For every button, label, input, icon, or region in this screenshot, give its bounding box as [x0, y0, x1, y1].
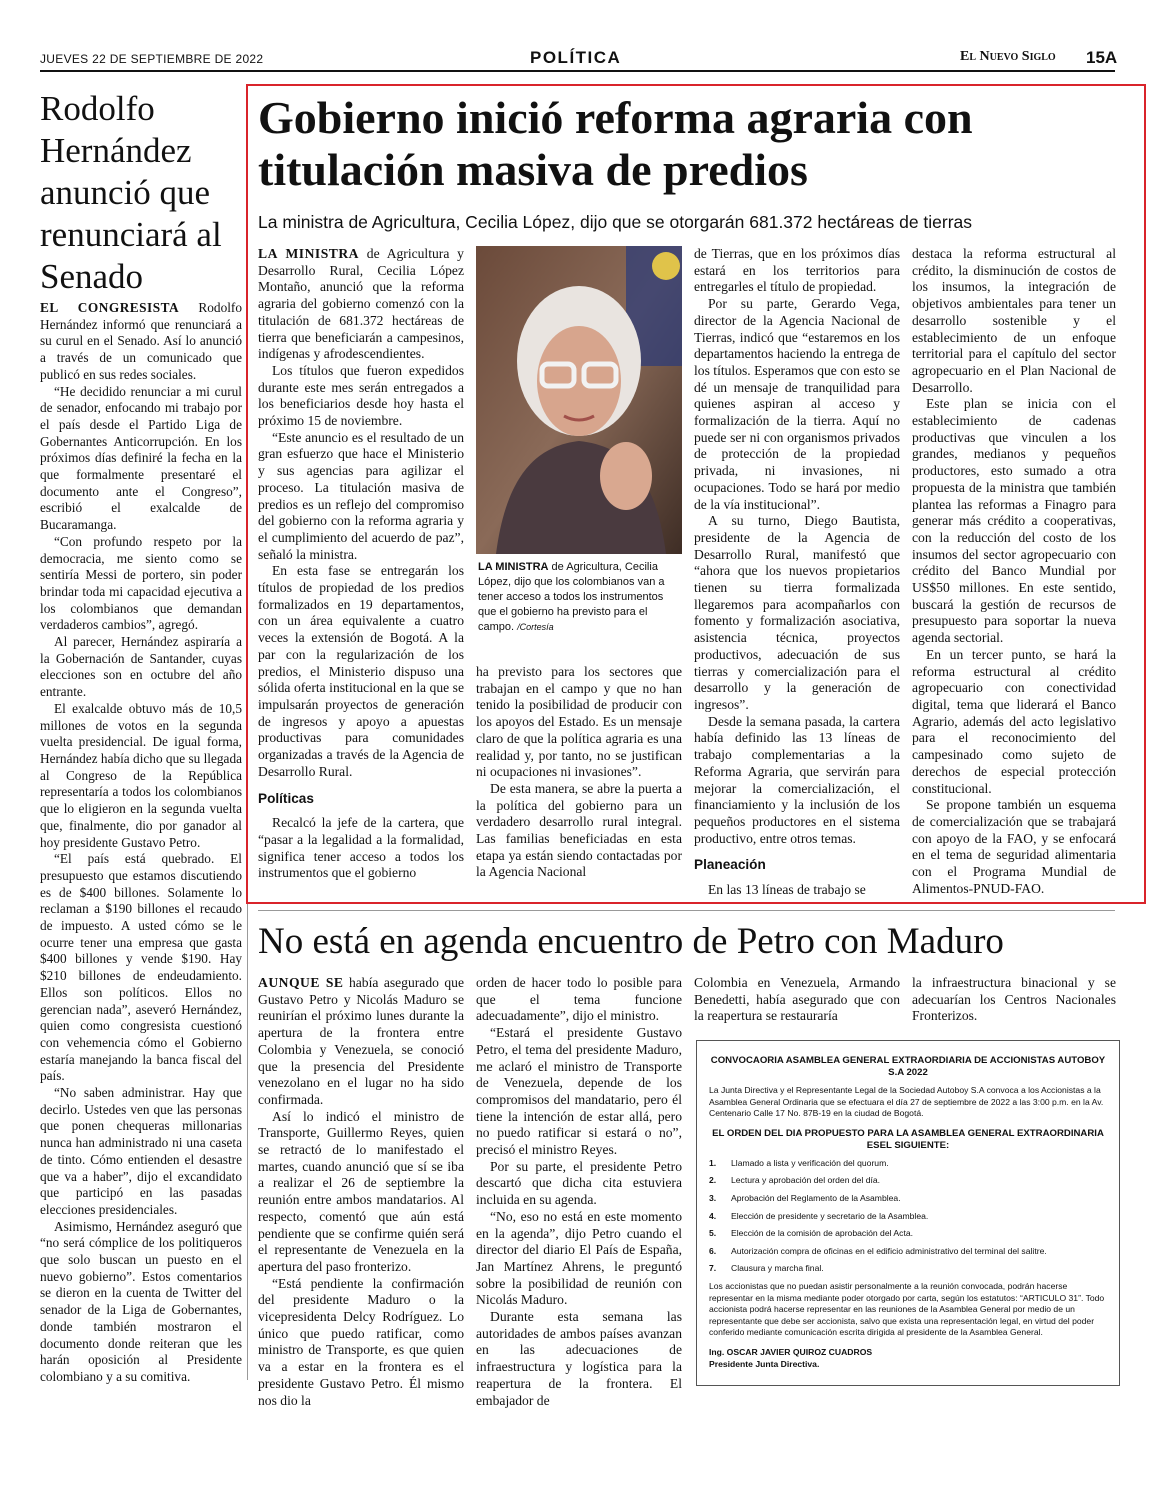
main-subhead-politicas: Políticas [258, 790, 314, 806]
main-col4-p1: destaca la reforma estructural al crédito, la disminución de costos de los insumos, la integración de objetivos ambientales para tener un desarrollo sostenible y el establecimiento de un enfoque territorial para el capítulo del sector agropecuario en el Plan Nacional de Desarrollo. [912, 246, 1116, 395]
photo-caption-kicker: LA MINISTRA [478, 561, 549, 573]
ad-note: Los accionistas que no puedan asistir personalmente a la reunión convocada, podrán hacerse representar en la misma mediante poder otorgado por carta, según los estatutos: “ARTICULO 31”. Todo accionista podrá hacerse representar en las reuniones de la Asamblea General por medio de un representante que debe ser accionista, salvo que exista una representación legal, en virtud del poder conferido mediante comunicación escrita dirigida al presidente de la Asamblea General. [709, 1280, 1105, 1338]
ad-title: CONVOCAORIA ASAMBLEA GENERAL EXTRAORDIARIA DE ACCIONISTAS AUTOBOY S.A 2022 [710, 1055, 1106, 1078]
left-story-p5: El exalcalde obtuvo más de 10,5 millones de votos en la segunda vuelta presidencial. De igual forma, Hernández había dicho que su llegada al Congreso de la República representaría a todos los colombianos que lo eligieron en la segunda vuelta que, finalmente, dio por ganador al hoy presidente Gustavo Petro. [40, 700, 242, 850]
main-story-col2-bottom [476, 664, 682, 881]
ad-signer-role: Presidente Junta Directiva. [709, 1358, 820, 1369]
main-col1-p2: Los títulos que fueron expedidos durante este mes serán entregados a los beneficiarios desde hoy hasta el próximo 15 de noviembre. [258, 362, 464, 429]
ad-subtitle: EL ORDEN DEL DIA PROPUESTO PARA LA ASAMBLEA GENERAL EXTRAORDINARIA ESEL SIGUIENTE: [712, 1127, 1104, 1151]
second-story-kicker: AUNQUE SE [258, 975, 344, 990]
second-col1-p1: había asegurado que Gustavo Petro y Nicolás Maduro se reunirían el próximo lunes durante la apertura de la frontera entre Colombia y Venezuela, se conoció que la presencia del Presidente venezolano en el lugar no ha sido confirmada. [258, 975, 464, 1107]
main-story-col4 [912, 246, 1116, 897]
left-story-p3: “Con profundo respeto por la democracia, me siento como se sentiría Messi de portero, sin poder brindar toda mi capacidad ejecutiva a los colombianos que demandan verdaderos cambios”, agregó. [40, 533, 242, 633]
ad-agenda-item: 4. Elección de presidente y secretario de la Asamblea. [709, 1210, 929, 1221]
header-section: POLÍTICA [530, 48, 622, 67]
left-story-p8: Asimismo, Hernández aseguró que “no será cómplice de los politiqueros que solo buscan un puesto en el nuevo gobierno”. Estos comentarios se dieron en la cuenta de Twitter del senador de la Liga de Gobernantes, donde también mostraron el documento donde reiteran que les harán oposición al Presidente colombiano y a su comitiva. [40, 1218, 242, 1384]
main-story-col1 [258, 246, 464, 882]
header-date: JUEVES 22 DE SEPTIEMBRE DE 2022 [40, 52, 264, 66]
main-col3-p5: En las 13 líneas de trabajo se [708, 882, 866, 898]
left-story-body [40, 300, 242, 1386]
second-col1-p2: Así lo indicó el ministro de Transporte, Guillermo Reyes, quien se retractó de lo manifestado el martes, cuando anunció que sí se iba a realizar el 26 de septiembre la reunión entre ambos mandatarios. Al respecto, comentó que aún está pendiente que se confirme quién será el representante de Venezuela en la apertura del paso fronterizo. [258, 1108, 464, 1274]
second-story-col2 [476, 975, 682, 1409]
ad-agenda-item: 2. Lectura y aprobación del orden del día. [709, 1175, 881, 1186]
second-col1-p3: “Está pendiente la confirmación del presidente Maduro o la vicepresidenta Delcy Rodríguez. Lo único que puedo ratificar, como ministro de Transporte, es que quien va a estar en la frontera es el presidente Gustavo Petro. Él mismo nos dio la [258, 1275, 464, 1408]
ad-agenda-item: 3. Aprobación del Reglamento de la Asamblea. [709, 1192, 901, 1203]
left-story-kicker: EL CONGRESISTA [40, 300, 180, 315]
photo-caption [478, 560, 678, 635]
header-page-number: 15A [1086, 48, 1118, 67]
main-col2-p2: De esta manera, se abre la puerta a la política del gobierno para un verdadero desarrollo rural integral. Las familias beneficiadas en esta etapa ya están siendo contactadas por la Agencia Nacional [476, 780, 682, 880]
second-col3-p1: Colombia en Venezuela, Armando Benedetti, había asegurado que con la reapertura se restauraría [694, 975, 900, 1024]
second-story-col3 [694, 975, 900, 1025]
main-col1-p1: de Agricultura y Desarrollo Rural, Cecilia López Montaño, anunció que la reforma agraria del gobierno comenzó con la titulación de 681.372 hectáreas de tierra que beneficiarán a campesinos, indígenas y afrodescendientes. [258, 246, 464, 362]
second-story-rule [258, 910, 1115, 911]
ad-intro: La Junta Directiva y el Representante Legal de la Sociedad Autoboy S.A convoca a los Accionistas a la Asamblea General Ordinaria que se efectuara el día 27 de septiembre de 2022 a las 3:00 p.m. en la Av. Centenario Calle 17 No. 87B-19 en la ciudad de Bogotá. [709, 1085, 1104, 1119]
main-story-kicker: LA MINISTRA [258, 246, 359, 261]
main-col1-p4: En esta fase se entregarán los títulos de propiedad de los predios formalizados en 19 departamentos, con un área equivalente a cuatro veces la extensión de Bogotá. A la par con la regularización de los predios, el Ministerio dispuso una sólida oferta institucional en la que se impulsarán proyectos de generación de ingresos y apoyo a apuestas productivas para comunidades organizadas a través de la Agencia de Desarrollo Rural. [258, 563, 464, 779]
left-story-p6: “El país está quebrado. El presupuesto que estamos discutiendo es de $400 billones. Solamente lo reclaman a $190 billones el recaudo de impuesto. A usted cómo se le ocurre tener una empresa que gasta $400 billones y vende $190. Hay $210 billones de endeudamiento. Ellos son políticos. Ellos no gerencian nada”, aseveró Hernández, quien como congresista cuestionó con vehemencia cómo el Gobierno estaría manejando la banca fiscal del país. [40, 851, 242, 1084]
second-story-col1 [258, 975, 464, 1409]
ad-signer: Ing. OSCAR JAVIER QUIROZ CUADROS [709, 1346, 873, 1357]
photo-credit: /Cortesía [517, 622, 554, 632]
left-story-p1: Rodolfo Hernández informó que renunciará a su curul en el Senado. Así lo anunció a través de un comunicado que publicó en sus redes sociales. [40, 300, 242, 382]
main-col4-p4: Se propone también un esquema de comercialización que se trabajará con apoyo de la FAO, y se enfocará en el tema de seguridad alimentaria con el Programa Mundial de Alimentos-PNUD-FAO. [912, 797, 1116, 896]
main-col4-p3: En un tercer punto, se hará la reforma estructural al crédito agropecuario con conectividad digital, tema que liderará el Banco Agrario, además del acto legislativo para el reconocimiento del campesinado como sujeto de derechos de especial protección constitucional. [912, 646, 1116, 796]
main-col2-p1: ha previsto para los sectores que trabajan en el campo y que no han tenido la posibilidad de producir con los apoyos del Estado. Es un mensaje claro de que la política agraria es una realidad y, por tanto, no se justifican ni ocupaciones ni invasiones”. [476, 664, 682, 780]
ad-agenda-item: 7. Clausura y marcha final. [709, 1263, 824, 1274]
main-col3-p4: Desde la semana pasada, la cartera había definido las 13 líneas de trabajo complementarias a la Reforma Agraria, que servirán para mejorar la comercialización, el financiamiento y la inclusión de los pequeños productores en el sistema productivo, entre otros temas. [694, 713, 900, 846]
second-story-col4 [912, 975, 1116, 1025]
main-story-deck: La ministra de Agricultura, Cecilia López, dijo que se otorgarán 681.372 hectáreas de tierras [258, 212, 973, 232]
second-col2-p5: Durante esta semana las autoridades de ambos países avanzan en las adecuaciones de infraestructura y logística para la reapertura de la frontera. El embajador de [476, 1309, 682, 1408]
header-paper-name: El Nuevo Siglo [960, 49, 1056, 64]
main-col1-p5: Recalcó la jefe de la cartera, que “pasar a la legalidad a la formalidad, significa tener acceso a todos los instrumentos que el gobierno [258, 815, 464, 881]
ad-agenda-list [709, 1158, 1107, 1275]
main-col1-p3: “Este anuncio es el resultado de un gran esfuerzo que hace el Ministerio y sus agencias para agilizar el proceso. La titulación masiva de predios es un reflejo del compromiso del gobierno con la reforma agraria y el cumplimiento del acuerdo de paz”, señaló la ministra. [258, 429, 464, 562]
main-col3-p1: de Tierras, que en los próximos días estará en los territorios para entregarles el título de propiedad. [694, 246, 900, 295]
photo-caption-text: de Agricultura, Cecilia López, dijo que los colombianos van a tener acceso a todos los instrumentos que el gobierno ha previsto para el campo. [478, 561, 665, 633]
second-col2-p3: Por su parte, el presidente Petro descartó que dicha cita estuviera incluida en su agenda. [476, 1158, 682, 1208]
main-col3-p3: A su turno, Diego Bautista, presidente de la Agencia de Desarrollo Rural, manifestó que “ahora que los nuevos propietarios tienen su tierra formalizada llegaremos para acompañarlos con fomento y formalización asociativa, asistencia técnica, proyectos productivos, adecuación de sus tierras y comercialización para el desarrollo y la generación de ingresos”. [694, 513, 900, 712]
main-col3-p2: Por su parte, Gerardo Vega, director de la Agencia Nacional de Tierras, indicó que “estaremos en los departamentos haciendo la entrega de los títulos. Esperamos que con esto se dé un mensaje de tranquilidad para quienes aspiran al acceso y formalización de la tierra. Aquí no puede ser ni con organismos privados de protección de la propiedad privada, ni invasiones, ni ocupaciones. Todo se hará por medio de la vía institucional”. [694, 296, 900, 512]
second-col4-p1: la infraestructura binacional y se adecuarían los Centros Nacionales Fronterizos. [912, 975, 1116, 1024]
header-rule [40, 70, 1115, 72]
second-col2-p4: “No, eso no está en este momento en la agenda”, dijo Petro cuando el director del diario El País de España, Jan Martínez Ahrens, le preguntó sobre la posibilidad de reunión con Nicolás Maduro. [476, 1208, 682, 1308]
main-col4-p2: Este plan se inicia con el establecimiento de cadenas productivas que vinculen a los grandes, medianos y pequeños productores, esto sumado a otra propuesta de la ministra que también plantea las reformas a Finagro para generar más crédito a cooperativas, con la reducción del costo de los insumos del sector agropecuario con crédito del Banco Mundial por US$50 millones. En este sentido, buscará la gestión de recursos de presupuesto para soportar la nueva agenda sectorial. [912, 396, 1116, 646]
ad-agenda-item: 5. Elección de la comisión de aprobación del Acta. [709, 1228, 914, 1239]
shareholder-meeting-ad [696, 1040, 1120, 1386]
left-story-p2: “He decidido renunciar a mi curul de senador, enfocando mi trabajo por el país desde el Partido Liga de Gobernantes Anticorrupción. En los próximos días definiré la fecha en la que formalmente presentaré el documento ante el Congreso”, escribió el exalcalde de Bucaramanga. [40, 383, 242, 533]
minister-photo [476, 246, 682, 554]
second-story-title: No está en agenda encuentro de Petro con Maduro [258, 921, 1004, 962]
ad-agenda-item: 6. Autorización compra de oficinas en el edificio administrativo del terminal del salitre. [709, 1245, 1047, 1256]
left-story-p7: “No saben administrar. Hay que decirlo. Ustedes ven que las personas que ponen chequeras millonarias nunca han administrado ni una caseta de tinto. Cómo entienden el desastre que va a haber”, dijo el excandidato que participó en las pasadas elecciones presidenciales. [40, 1085, 242, 1217]
left-story-title: Rodolfo Hernández anunció que renunciará al Senado [40, 89, 222, 296]
second-col2-p2: “Estará el presidente Gustavo Petro, el tema del presidente Maduro, me aclaró el ministro de Transporte de Venezuela, depende de los compromisos del mandatario, pero él tiene la intención de estar allá, pero no puedo ratificar si estará o no”, precisó el ministro Reyes. [476, 1025, 682, 1158]
main-story-col3 [694, 246, 900, 899]
left-story-p4: Al parecer, Hernández aspiraría a la Gobernación de Santander, cuyas elecciones son en octubre del año entrante. [40, 634, 242, 700]
second-col2-p1: orden de hacer todo lo posible para que el tema funcione adecuadamente”, dijo el ministro. [476, 975, 682, 1024]
main-subhead-planeacion: Planeación [694, 857, 766, 873]
main-story-title: Gobierno inició reforma agraria con titulación masiva de predios [258, 92, 973, 195]
ad-agenda-item: 1. Llamado a lista y verificación del quorum. [709, 1157, 889, 1168]
